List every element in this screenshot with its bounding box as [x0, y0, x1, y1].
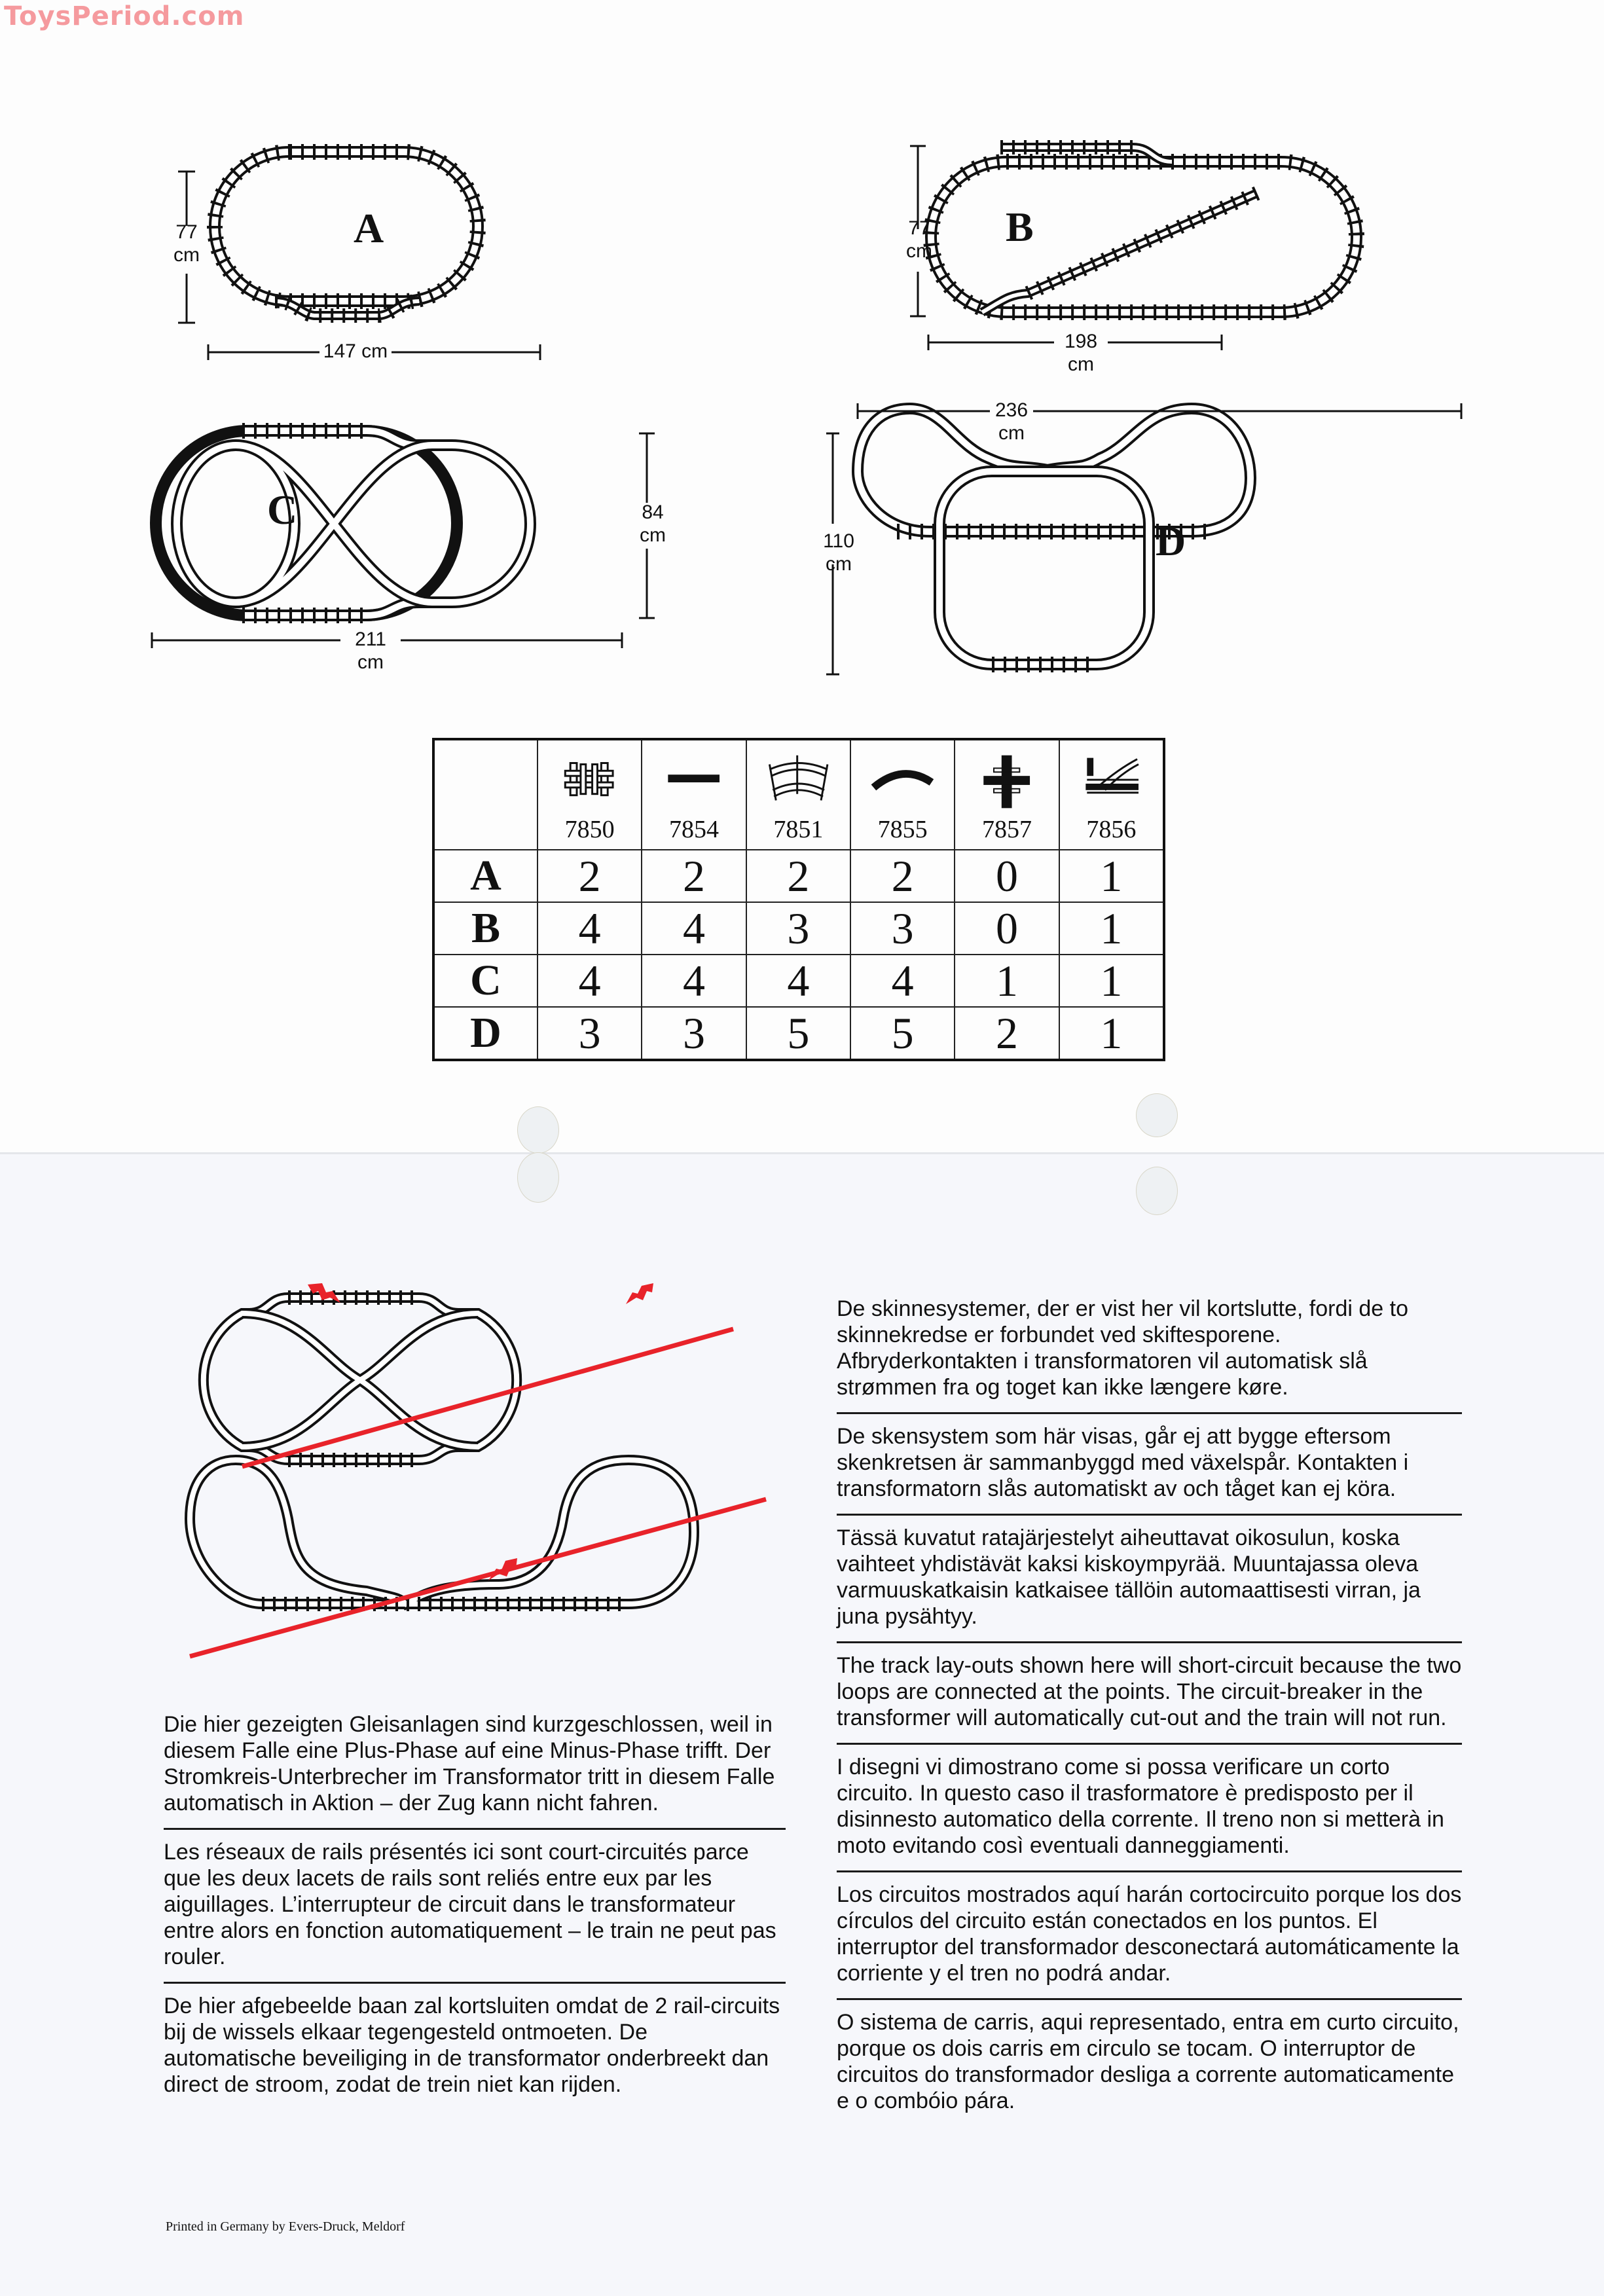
- parts-row-a: A 2 2 2 2 0 1: [433, 850, 1164, 902]
- crossing-icon: [955, 750, 1058, 815]
- warning-text-spanish: Los circuitos mostrados aquí harán cortocircuito porque los dos círculos del circuito están conectados en los puntos. El interruptor del transformador desconectará automáticamente la corriente y el tren no podrá andar.: [837, 1882, 1462, 1986]
- printer-credit: Printed in Germany by Evers-Druck, Meldorf: [166, 2219, 405, 2234]
- binder-hole: [1136, 1167, 1178, 1215]
- warning-text-finnish: Tässä kuvatut ratajärjestelyt aiheuttavat oikosulun, koska vaihteet yhdistävät kaksi kiskoympyrää. Muuntajassa oleva varmuuskatkaisin katkaisee tällöin automaattisesti virran, ja juna pysähtyy.: [837, 1525, 1421, 1629]
- parts-row-b: B 4 4 3 3 0 1: [433, 902, 1164, 955]
- track-oval-b: [890, 124, 1414, 373]
- track-figure-eight-c: [144, 406, 681, 655]
- warning-text-right-column: [837, 1286, 1462, 2126]
- warning-text-german: Die hier gezeigten Gleisanlagen sind kurzgeschlossen, weil in diesem Falle eine Plus-Phase auf eine Minus-Phase trifft. Der Stromkreis-Unterbrecher im Transformator tritt in diesem Falle automatisch in Aktion – der Zug kann nicht fahren.: [164, 1712, 775, 1815]
- layout-d-height: 110 cm: [823, 530, 854, 575]
- binder-hole: [517, 1152, 559, 1203]
- short-circuit-diagrams: [170, 1257, 773, 1663]
- layout-b-width: 198 cm: [1064, 331, 1098, 375]
- page-fold-line: [0, 1152, 1604, 1154]
- warning-text-french: Les réseaux de rails présentés ici sont court-circuités parce que les deux lacets de rails sont reliés entre eux par les aiguillages. L’interrupteur de circuit dans le transformateur entre alors en fonction automatiquement – le train ne peut pas rouler.: [164, 1840, 776, 1969]
- straight-rail-icon: [642, 750, 745, 815]
- warning-text-dutch: De hier afgebeelde baan zal kortsluiten omdat de 2 rail-circuits bij de wissels elkaar tegengesteld ontmoeten. De automatische beveiliging in de transformator onderbreekt dan direct de stroom, zodat de trein niet kan rijden.: [164, 1994, 780, 2097]
- empty-corner-cell: [433, 739, 538, 850]
- layout-b-height: 77 cm: [906, 217, 932, 262]
- layout-label-c: C: [267, 486, 298, 533]
- parts-row-d: D 3 3 5 5 2 1: [433, 1007, 1164, 1060]
- warning-text-danish: De skinnesystemer, der er vist her vil kortslutte, fordi de to skinnekredse er forbundet ved skiftesporene. Afbryderkontakten i transformatoren vil automatisk slå strømmen fra og toget kan ikke længere køre.: [837, 1296, 1409, 1400]
- layout-a-height: 77 cm: [173, 221, 200, 266]
- track-layout-d: [825, 393, 1467, 681]
- warning-text-italian: I disegni vi dimostrano come si possa verificare un corto circuito. In questo caso il trasformatore è predisposto per il disinnesto automatico della corrente. Il treno non si metterà in moto evitando così eventuali danneggiamenti.: [837, 1755, 1444, 1858]
- layout-c-width: 211 cm: [355, 629, 386, 673]
- column-7856: 7856: [1059, 739, 1164, 850]
- layout-c-diagram: [144, 406, 681, 673]
- column-7854: 7854: [642, 739, 746, 850]
- column-7851: 7851: [746, 739, 850, 850]
- curved-rail-icon: [851, 750, 954, 815]
- layout-b-diagram: [890, 124, 1414, 373]
- warning-text-english: The track lay-outs shown here will short-circuit because the two loops are connected at the points. The circuit-breaker in the transformer will automatically cut-out and the train will not run.: [837, 1653, 1462, 1730]
- layout-label-b: B: [1006, 204, 1034, 250]
- layout-c-height: 84 cm: [640, 501, 666, 546]
- layout-a-width: 147 cm: [323, 340, 388, 362]
- watermark: ToysPeriod.com: [4, 1, 245, 31]
- warning-text-portuguese: O sistema de carris, aqui representado, entra em curto circuito, porque os dois carris em circulo se tocam. O interruptor de circuitos do transformador desliga a corrente automaticamente e o combóio pára.: [837, 2010, 1459, 2113]
- column-7857: 7857: [955, 739, 1059, 850]
- straight-track-icon: [538, 750, 641, 815]
- layout-label-a: A: [354, 205, 384, 251]
- binder-hole: [1136, 1093, 1178, 1137]
- parts-row-c: C 4 4 4 4 1 1: [433, 955, 1164, 1007]
- layout-d-width: 236 cm: [994, 399, 1029, 444]
- layout-d-diagram: [825, 393, 1467, 681]
- column-7855: 7855: [850, 739, 955, 850]
- column-7850: 7850: [538, 739, 642, 850]
- parts-table-header: [433, 739, 1164, 850]
- warning-text-left-column: [164, 1702, 786, 2109]
- warning-text-swedish: De skensystem som här visas, går ej att bygge eftersom skenkretsen är sammanbyggd med växelspår. Kontakten i transformatorn slås automatiskt av och tåget kan ej köra.: [837, 1424, 1409, 1501]
- curved-track-icon: [747, 750, 850, 815]
- invalid-layouts-illustration: [170, 1257, 773, 1663]
- layout-a-diagram: [164, 131, 570, 380]
- layout-label-d: D: [1156, 518, 1186, 564]
- binder-hole: [517, 1106, 559, 1154]
- parts-table: [432, 738, 1165, 1061]
- switch-points-icon: [1060, 750, 1163, 815]
